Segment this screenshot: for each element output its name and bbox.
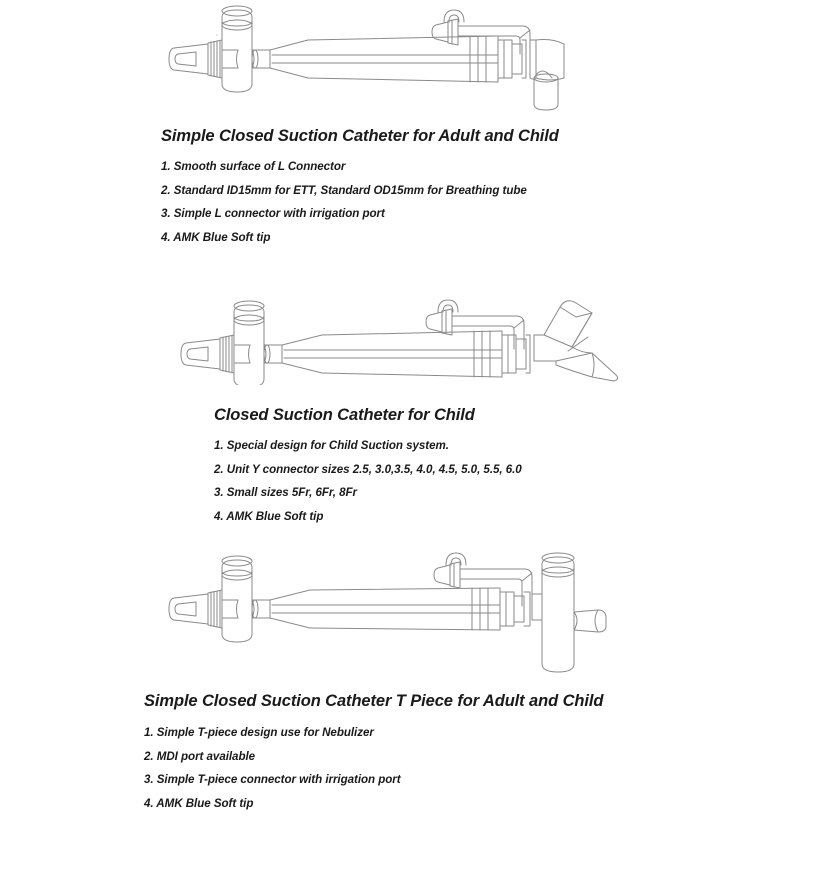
product-section-t-piece <box>0 550 816 875</box>
section-1-heading: Simple Closed Suction Catheter for Adult and Child <box>161 127 559 145</box>
feature-item: 3. Simple L connector with irrigation port <box>161 207 385 220</box>
feature-item: 1. Special design for Child Suction system. <box>214 439 449 452</box>
product-section-child-y-connector <box>0 285 816 570</box>
section-2-feature-list <box>214 434 522 528</box>
feature-item: 3. Simple T-piece connector with irrigation port <box>144 773 401 786</box>
product-section-simple-l-connector <box>0 0 816 290</box>
section-3-heading: Simple Closed Suction Catheter T Piece for Adult and Child <box>144 692 604 710</box>
feature-item: 4. AMK Blue Soft tip <box>161 230 271 244</box>
feature-item: 2. Unit Y connector sizes 2.5, 3.0,3.5, 4.0, 4.5, 5.0, 5.5, 6.0 <box>214 462 522 476</box>
feature-item: 3. Small sizes 5Fr, 6Fr, 8Fr <box>214 486 357 499</box>
section-1-text-block <box>161 126 559 249</box>
section-2-text-block <box>214 405 522 528</box>
section-3-feature-list <box>144 721 603 815</box>
section-3-text-block <box>144 691 603 815</box>
section-2-heading: Closed Suction Catheter for Child <box>214 406 475 424</box>
simple-closed-suction-catheter-t-piece-adult-child-diagram <box>160 550 630 680</box>
feature-item: 2. Standard ID15mm for ETT, Standard OD15mm for Breathing tube <box>161 183 527 197</box>
closed-suction-catheter-child-diagram <box>172 285 642 385</box>
feature-item: 1. Simple T-piece design use for Nebulizer <box>144 726 374 739</box>
feature-item: 1. Smooth surface of L Connector <box>161 160 346 173</box>
section-1-feature-list <box>161 155 559 249</box>
feature-item: 4. AMK Blue Soft tip <box>214 509 324 523</box>
simple-closed-suction-catheter-adult-child-diagram <box>160 0 620 115</box>
feature-item: 2. MDI port available <box>144 749 256 763</box>
feature-item: 4. AMK Blue Soft tip <box>144 796 254 810</box>
